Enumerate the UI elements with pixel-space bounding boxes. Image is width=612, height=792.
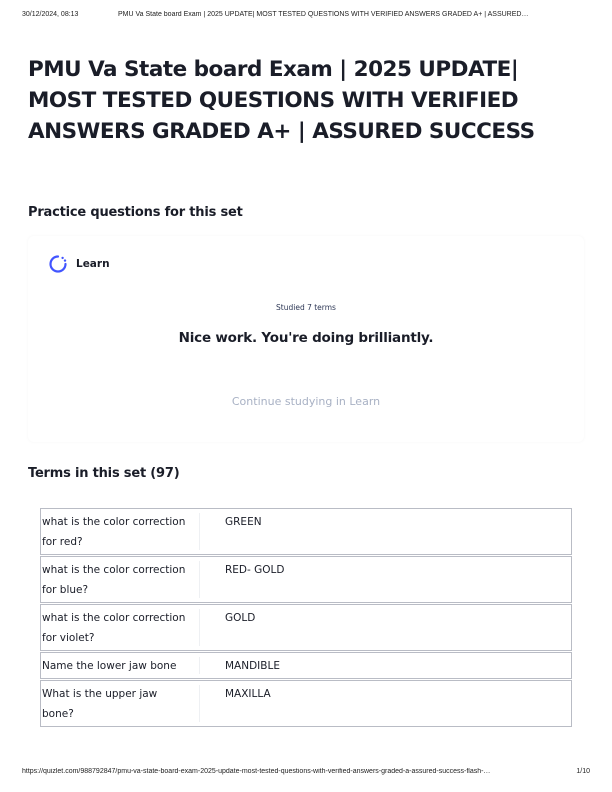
table-row (40, 604, 572, 651)
row-divider (199, 513, 200, 550)
print-doc-title: PMU Va State board Exam | 2025 UPDATE| MOST TESTED QUESTIONS WITH VERIFIED ANSWERS GRADED A+ | ASSURED… (118, 11, 529, 18)
terms-heading: Terms in this set (97) (28, 466, 180, 481)
praise-message: Nice work. You're doing brilliantly. (178, 330, 434, 346)
table-row (40, 680, 572, 727)
definition-text: RED- GOLD (225, 564, 285, 576)
row-divider (199, 609, 200, 646)
term-text: what is the color correction for red? (42, 516, 186, 548)
continue-learn-link[interactable]: Continue studying in Learn (231, 395, 381, 408)
page-title: PMU Va State board Exam | 2025 UPDATE| MOST TESTED QUESTIONS WITH VERIFIED ANSWERS GRADED A+ | ASSURED SUCCESS (28, 57, 535, 144)
definition-text: MAXILLA (225, 688, 271, 700)
term-text: What is the upper jaw bone? (42, 688, 158, 720)
learn-label: Learn (76, 258, 110, 270)
definition-text: GOLD (225, 612, 256, 624)
term-text: Name the lower jaw bone (42, 660, 177, 672)
page-number: 1/10 (576, 768, 590, 775)
studied-count: Studied 7 terms (276, 303, 336, 312)
term-text: what is the color correction for blue? (42, 564, 186, 596)
definition-text: MANDIBLE (225, 660, 280, 672)
practice-heading: Practice questions for this set (28, 205, 243, 220)
table-row (40, 508, 572, 555)
learn-card (28, 236, 584, 442)
definition-text: GREEN (225, 516, 262, 528)
row-divider (199, 657, 200, 674)
row-divider (199, 561, 200, 598)
term-text: what is the color correction for violet? (42, 612, 186, 644)
print-url: https://quizlet.com/988792847/pmu-va-state-board-exam-2025-update-most-tested-questions-with-verified-answers-graded-a-assured-success-flash-… (22, 768, 491, 775)
terms-table (40, 508, 572, 728)
learn-icon (48, 254, 68, 274)
print-date: 30/12/2024, 08:13 (22, 11, 79, 18)
row-divider (199, 685, 200, 722)
table-row (40, 652, 572, 679)
learn-mode[interactable] (48, 254, 110, 274)
table-row (40, 556, 572, 603)
